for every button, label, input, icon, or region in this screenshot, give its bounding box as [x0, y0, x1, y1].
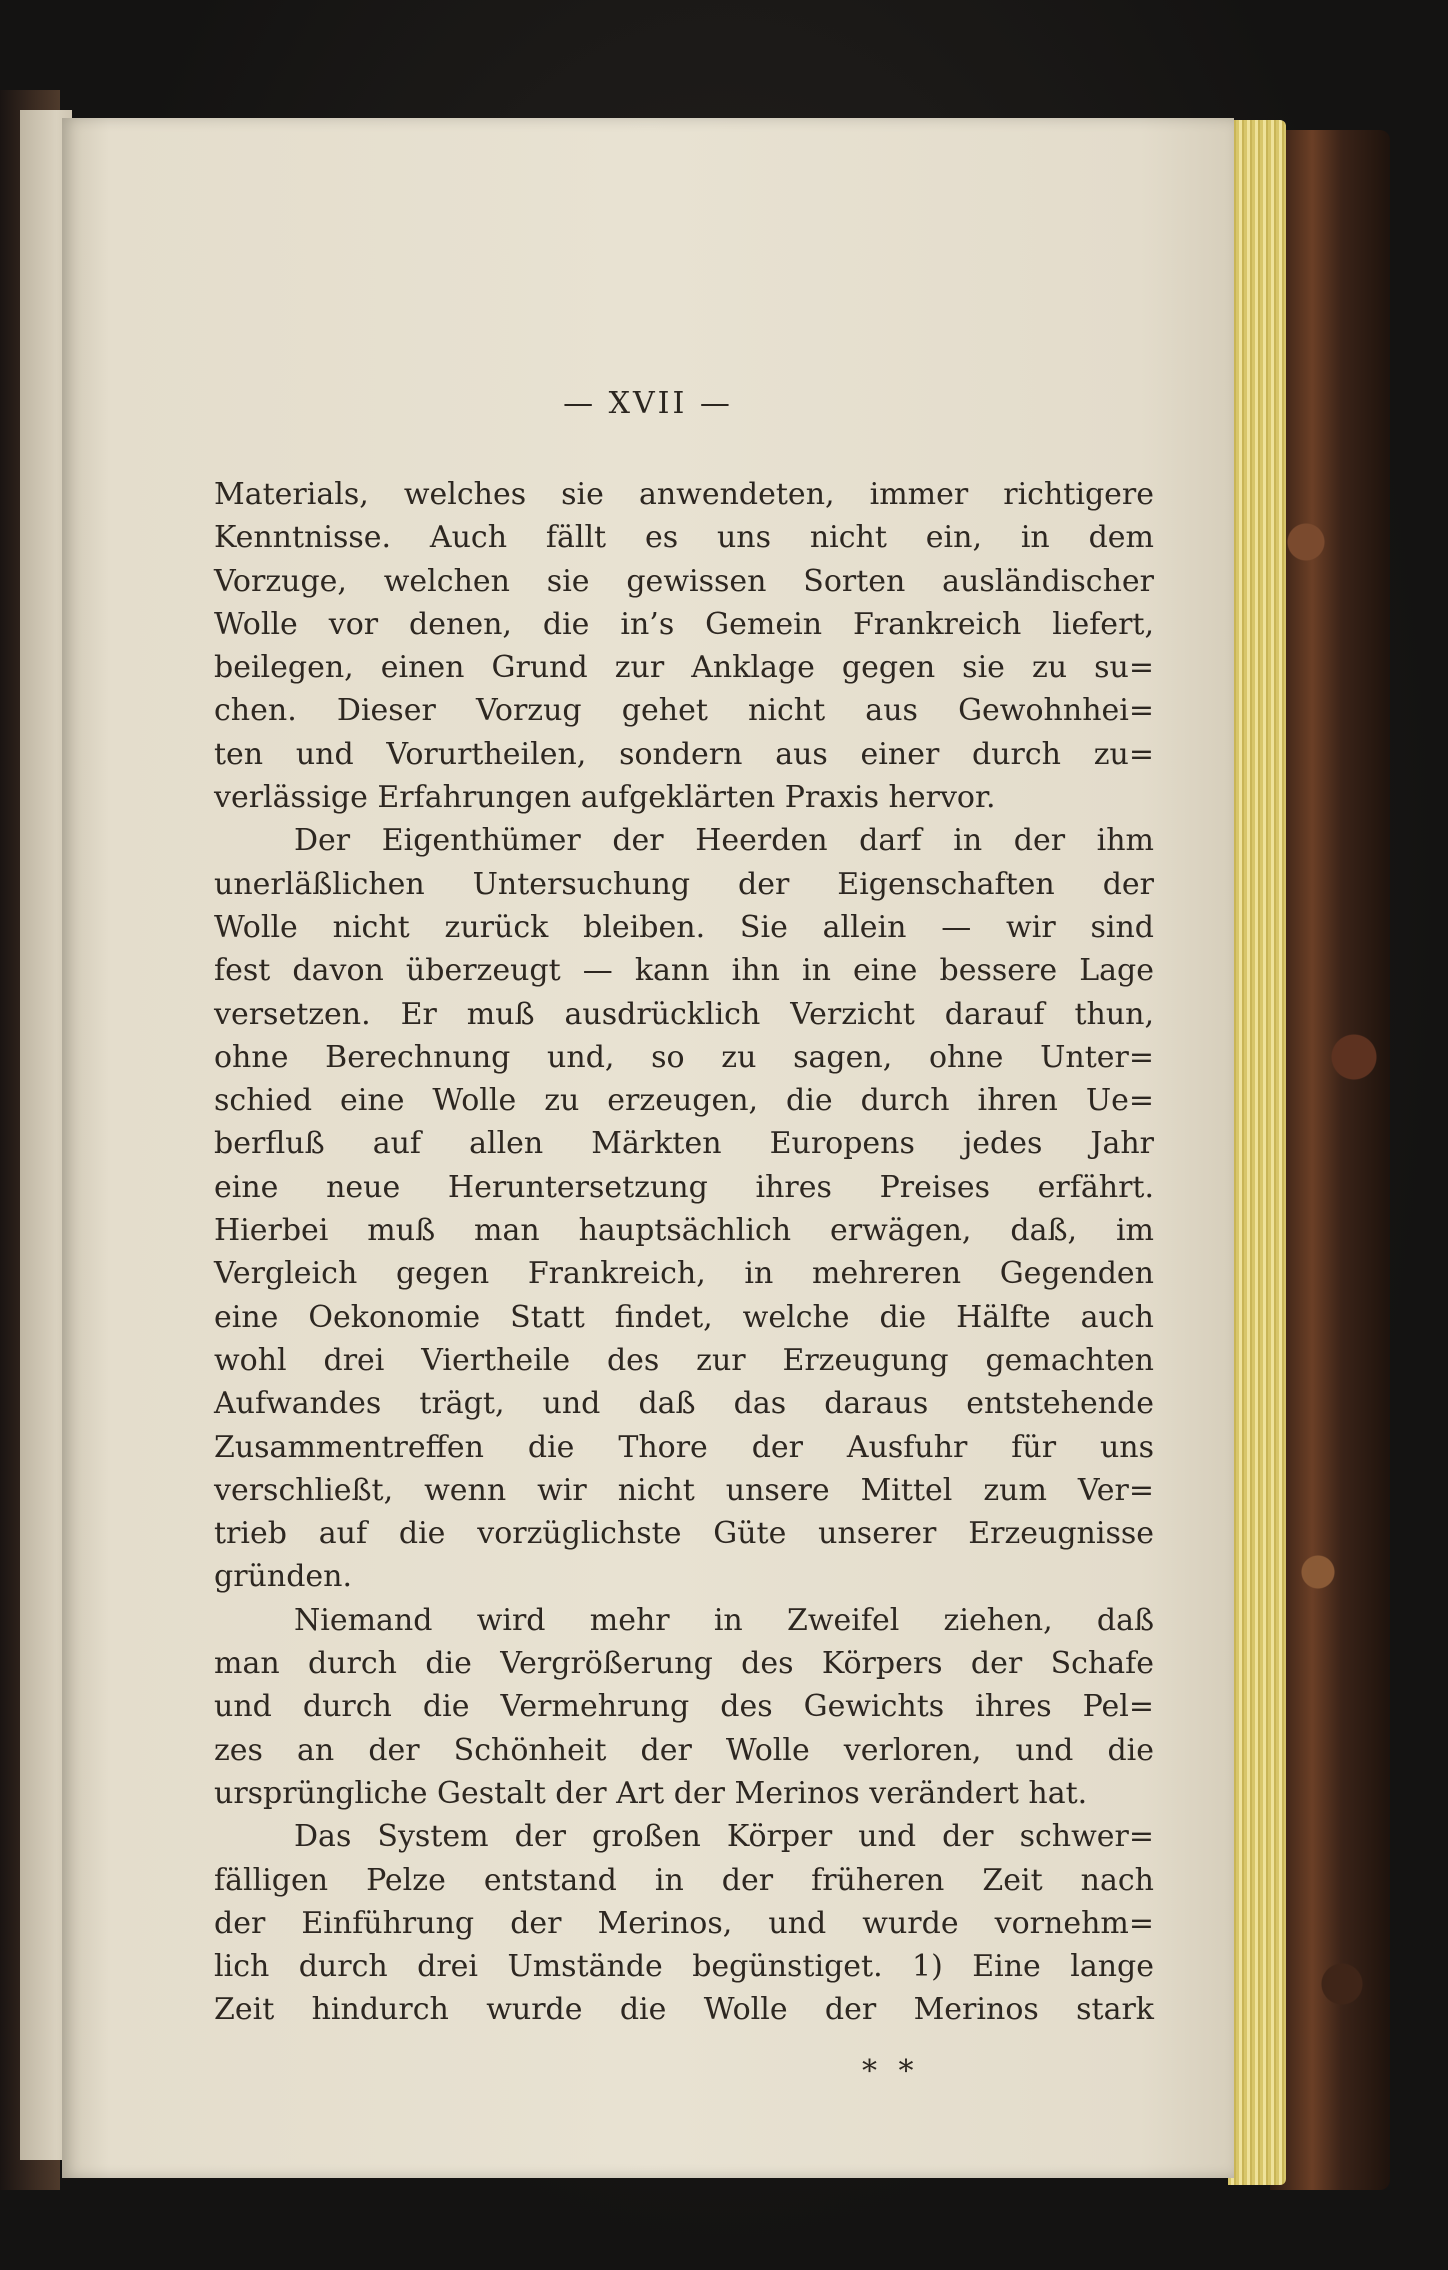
text-line: Wolle nicht zurück bleiben. Sie allein — wir sind: [214, 909, 1154, 945]
text-line: Zeit hindurch wurde die Wolle der Merinos stark: [214, 1992, 1154, 2028]
text-line: Niemand wird mehr in Zweifel ziehen, daß: [294, 1602, 1154, 1638]
book-cover-marbled: [1270, 130, 1390, 2190]
text-line: Vorzuge, welchen sie gewissen Sorten ausländischer: [214, 563, 1154, 599]
text-line: beilegen, einen Grund zur Anklage gegen sie zu su=: [214, 650, 1154, 686]
text-line: der Einführung der Merinos, und wurde vornehm=: [214, 1905, 1154, 1941]
text-line: Das System der großen Körper und der schwer=: [294, 1819, 1154, 1855]
text-line: wohl drei Viertheile des zur Erzeugung gemachten: [214, 1342, 1154, 1378]
text-line: fälligen Pelze entstand in der früheren Zeit nach: [214, 1862, 1154, 1898]
text-line: ohne Berechnung und, so zu sagen, ohne Unter=: [214, 1039, 1154, 1075]
text-line: gründen.: [214, 1559, 353, 1595]
page-number: — XVII —: [563, 386, 733, 421]
text-line: fest davon überzeugt — kann ihn in eine bessere Lage: [214, 953, 1154, 989]
page-edges-gilt: [1228, 120, 1286, 2185]
text-line: man durch die Vergrößerung des Körpers der Schafe: [214, 1646, 1154, 1682]
text-line: eine Oekonomie Statt findet, welche die Hälfte auch: [214, 1299, 1154, 1335]
body-text: [214, 473, 1154, 2032]
text-line: schied eine Wolle zu erzeugen, die durch ihren Ue=: [214, 1083, 1154, 1119]
text-line: verschließt, wenn wir nicht unsere Mittel zum Ver=: [214, 1472, 1154, 1508]
signature-mark: * *: [862, 2054, 920, 2089]
text-line: verlässige Erfahrungen aufgeklärten Praxis hervor.: [214, 780, 996, 816]
text-line: Hierbei muß man hauptsächlich erwägen, daß, im: [214, 1213, 1154, 1249]
text-line: Materials, welches sie anwendeten, immer richtigere: [214, 477, 1154, 512]
text-line: Kenntnisse. Auch fällt es uns nicht ein, in dem: [214, 520, 1154, 556]
text-line: lich durch drei Umstände begünstiget. 1) Eine lange: [214, 1949, 1154, 1985]
text-line: Aufwandes trägt, und daß das daraus entstehende: [214, 1386, 1154, 1422]
book-page: [62, 118, 1234, 2178]
text-line: Wolle vor denen, die in’s Gemein Frankreich liefert,: [214, 606, 1154, 642]
text-line: und durch die Vermehrung des Gewichts ihres Pel=: [214, 1689, 1154, 1725]
text-line: berfluß auf allen Märkten Europens jedes Jahr: [214, 1126, 1154, 1162]
text-line: unerläßlichen Untersuchung der Eigenschaften der: [214, 866, 1154, 902]
text-line: chen. Dieser Vorzug gehet nicht aus Gewohnhei=: [214, 693, 1154, 729]
text-line: ten und Vorurtheilen, sondern aus einer durch zu=: [214, 736, 1154, 772]
text-line: Der Eigenthümer der Heerden darf in der ihm: [294, 823, 1154, 859]
text-line: ursprüngliche Gestalt der Art der Merinos verändert hat.: [214, 1775, 1088, 1811]
text-line: versetzen. Er muß ausdrücklich Verzicht darauf thun,: [214, 996, 1154, 1032]
text-line: trieb auf die vorzüglichste Güte unserer Erzeugnisse: [214, 1516, 1154, 1552]
text-line: zes an der Schönheit der Wolle verloren, und die: [214, 1732, 1154, 1768]
text-line: eine neue Heruntersetzung ihres Preises erfährt.: [214, 1169, 1154, 1205]
text-line: Zusammentreffen die Thore der Ausfuhr für uns: [214, 1429, 1154, 1465]
text-line: Vergleich gegen Frankreich, in mehreren Gegenden: [214, 1256, 1154, 1292]
